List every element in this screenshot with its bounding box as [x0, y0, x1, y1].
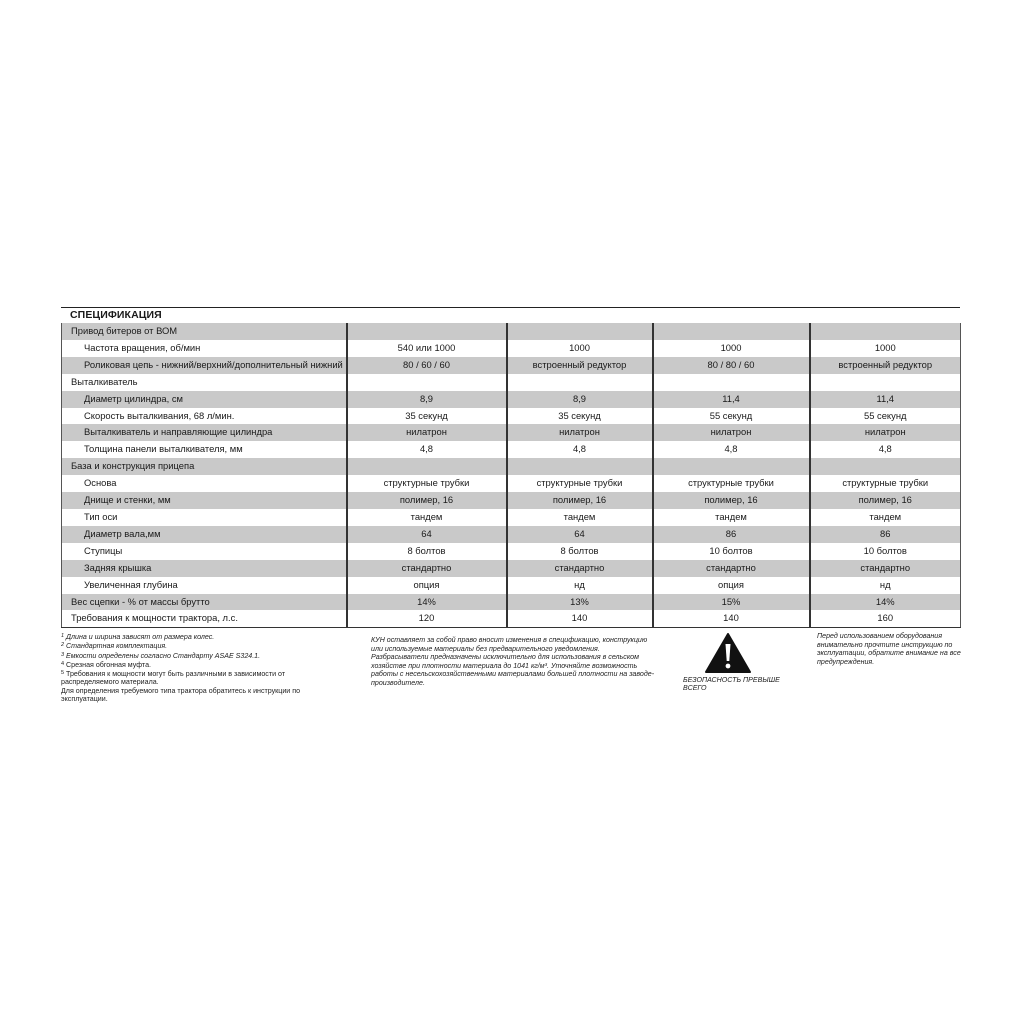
table-cell: 10 болтов	[653, 543, 810, 560]
table-cell: 1000	[653, 340, 810, 357]
table-cell: 8 болтов	[347, 543, 507, 560]
row-label: Основа	[62, 475, 347, 492]
row-label: Требования к мощности трактора, л.с.	[62, 610, 347, 627]
table-row	[62, 526, 961, 543]
table-cell: 11,4	[653, 391, 810, 408]
table-cell: 35 секунд	[507, 408, 653, 425]
table-cell: 140	[507, 610, 653, 627]
footnote-text: Срезная обгонная муфта.	[66, 660, 151, 669]
footnote	[61, 641, 341, 650]
table-cell: структурные трубки	[810, 475, 961, 492]
table-cell: стандартно	[810, 560, 961, 577]
spec-sheet	[61, 307, 960, 628]
warning-triangle-icon	[704, 632, 752, 674]
row-label: Привод битеров от ВОМ	[62, 323, 347, 340]
table-cell: 14%	[810, 594, 961, 611]
footnote-mark: 4	[61, 660, 65, 667]
table-row	[62, 543, 961, 560]
footnote-mark: 3	[61, 651, 65, 658]
row-label: Скорость выталкивания, 68 л/мин.	[62, 408, 347, 425]
table-row	[62, 475, 961, 492]
title-bar	[61, 307, 960, 323]
table-row	[62, 441, 961, 458]
footnote-text: Емкости определены согласно Стандарту ASAE S324.1.	[66, 651, 261, 660]
table-cell: 160	[810, 610, 961, 627]
footnote-mark: 5	[61, 670, 65, 677]
table-row	[62, 610, 961, 627]
row-label: Вес сцепки - % от массы брутто	[62, 594, 347, 611]
table-row	[62, 492, 961, 509]
table-cell: структурные трубки	[507, 475, 653, 492]
row-label: Частота вращения, об/мин	[62, 340, 347, 357]
table-cell: 11,4	[810, 391, 961, 408]
table-cell: 13%	[507, 594, 653, 611]
table-cell	[653, 374, 810, 391]
table-cell: 8,9	[507, 391, 653, 408]
row-label: Роликовая цепь - нижний/верхний/дополнительный нижний	[62, 357, 347, 374]
table-cell: 120	[347, 610, 507, 627]
row-label: Днище и стенки, мм	[62, 492, 347, 509]
page-title: СПЕЦИФИКАЦИЯ	[70, 309, 162, 321]
table-row	[62, 458, 961, 475]
footnote-text: Стандартная комплектация.	[66, 642, 168, 651]
table-cell: полимер, 16	[347, 492, 507, 509]
table-cell: нилатрон	[810, 424, 961, 441]
table-row	[62, 340, 961, 357]
table-row	[62, 323, 961, 340]
table-cell: 55 секунд	[653, 408, 810, 425]
table-cell: нд	[810, 577, 961, 594]
table-cell: 4,8	[810, 441, 961, 458]
footnote	[61, 669, 341, 687]
table-row	[62, 374, 961, 391]
table-cell: 1000	[507, 340, 653, 357]
table-cell	[347, 458, 507, 475]
table-cell: 15%	[653, 594, 810, 611]
table-cell: 1000	[810, 340, 961, 357]
row-label: Ступицы	[62, 543, 347, 560]
table-cell: тандем	[347, 509, 507, 526]
table-cell: 64	[347, 526, 507, 543]
table-cell: опция	[653, 577, 810, 594]
table-cell: 35 секунд	[347, 408, 507, 425]
table-cell: 4,8	[653, 441, 810, 458]
table-cell: нилатрон	[347, 424, 507, 441]
table-cell: полимер, 16	[653, 492, 810, 509]
table-cell: структурные трубки	[347, 475, 507, 492]
table-row	[62, 391, 961, 408]
row-label: Тип оси	[62, 509, 347, 526]
disclaimer-text: КУН оставляет за собой право вносит изменения в спецификацию, конструкцию или используемые материалы без предварительного уведомления. Разбрасыватели предназначены исключительно для использования в сельском хозяйстве при плотности материала до 1041 кг/м³. Уточняйте возможность работы с несельскохозяйственными материалами большей плотности на заводе-производителе.	[371, 636, 655, 687]
table-cell: 4,8	[347, 441, 507, 458]
table-cell: 14%	[347, 594, 507, 611]
spec-table-body	[62, 323, 961, 628]
table-cell: 4,8	[507, 441, 653, 458]
table-cell: тандем	[653, 509, 810, 526]
table-cell: нилатрон	[507, 424, 653, 441]
table-cell: стандартно	[653, 560, 810, 577]
table-cell: 8 болтов	[507, 543, 653, 560]
table-cell: полимер, 16	[810, 492, 961, 509]
table-cell	[810, 374, 961, 391]
table-cell	[507, 323, 653, 340]
table-row	[62, 408, 961, 425]
table-row	[62, 577, 961, 594]
footnote	[61, 632, 341, 641]
footnote	[61, 651, 341, 660]
table-cell: нд	[507, 577, 653, 594]
table-cell	[810, 323, 961, 340]
row-label: Задняя крышка	[62, 560, 347, 577]
table-cell: стандартно	[347, 560, 507, 577]
footnote-mark: 2	[61, 642, 65, 649]
table-row	[62, 560, 961, 577]
footnotes	[61, 632, 341, 703]
table-cell: 540 или 1000	[347, 340, 507, 357]
table-cell	[347, 323, 507, 340]
table-cell: полимер, 16	[507, 492, 653, 509]
footnote	[61, 687, 341, 704]
row-label: Диаметр вала,мм	[62, 526, 347, 543]
table-cell: встроенный редуктор	[810, 357, 961, 374]
table-cell: 86	[653, 526, 810, 543]
table-cell: 10 болтов	[810, 543, 961, 560]
row-label: Увеличенная глубина	[62, 577, 347, 594]
table-cell: структурные трубки	[653, 475, 810, 492]
row-label: База и конструкция прицепа	[62, 458, 347, 475]
table-cell	[653, 458, 810, 475]
table-cell: тандем	[507, 509, 653, 526]
footnote-text: Требования к мощности могут быть различными в зависимости от распределяемого материала.	[61, 670, 286, 687]
table-cell	[347, 374, 507, 391]
row-label: Выталкиватель и направляющие цилиндра	[62, 424, 347, 441]
table-row	[62, 594, 961, 611]
footnote-text: Длина и ширина зависят от размера колес.	[66, 633, 215, 641]
spec-table	[61, 323, 961, 628]
table-cell: встроенный редуктор	[507, 357, 653, 374]
table-row	[62, 357, 961, 374]
table-cell: тандем	[810, 509, 961, 526]
table-cell: стандартно	[507, 560, 653, 577]
footnote-mark: 1	[61, 633, 65, 639]
table-row	[62, 509, 961, 526]
row-label: Толщина панели выталкивателя, мм	[62, 441, 347, 458]
safety-slogan: БЕЗОПАСНОСТЬ ПРЕВЫШЕ ВСЕГО	[683, 676, 780, 693]
footnote	[61, 660, 341, 669]
row-label: Диаметр цилиндра, см	[62, 391, 347, 408]
footnote-text: Для определения требуемого типа трактора обратитесь к инструкции по эксплуатации.	[61, 686, 301, 704]
table-cell: 64	[507, 526, 653, 543]
table-cell: опция	[347, 577, 507, 594]
table-cell: 140	[653, 610, 810, 627]
table-cell	[507, 374, 653, 391]
table-cell: 55 секунд	[810, 408, 961, 425]
before-use-warning: Перед использованием оборудования внимательно прочтите инструкцию по эксплуатации, обратите внимание на все предупреждения.	[817, 632, 961, 666]
table-cell	[507, 458, 653, 475]
table-cell: нилатрон	[653, 424, 810, 441]
table-cell: 8,9	[347, 391, 507, 408]
table-cell: 80 / 60 / 60	[347, 357, 507, 374]
row-label: Выталкиватель	[62, 374, 347, 391]
table-cell	[810, 458, 961, 475]
table-cell: 80 / 80 / 60	[653, 357, 810, 374]
table-cell: 86	[810, 526, 961, 543]
table-row	[62, 424, 961, 441]
table-cell	[653, 323, 810, 340]
